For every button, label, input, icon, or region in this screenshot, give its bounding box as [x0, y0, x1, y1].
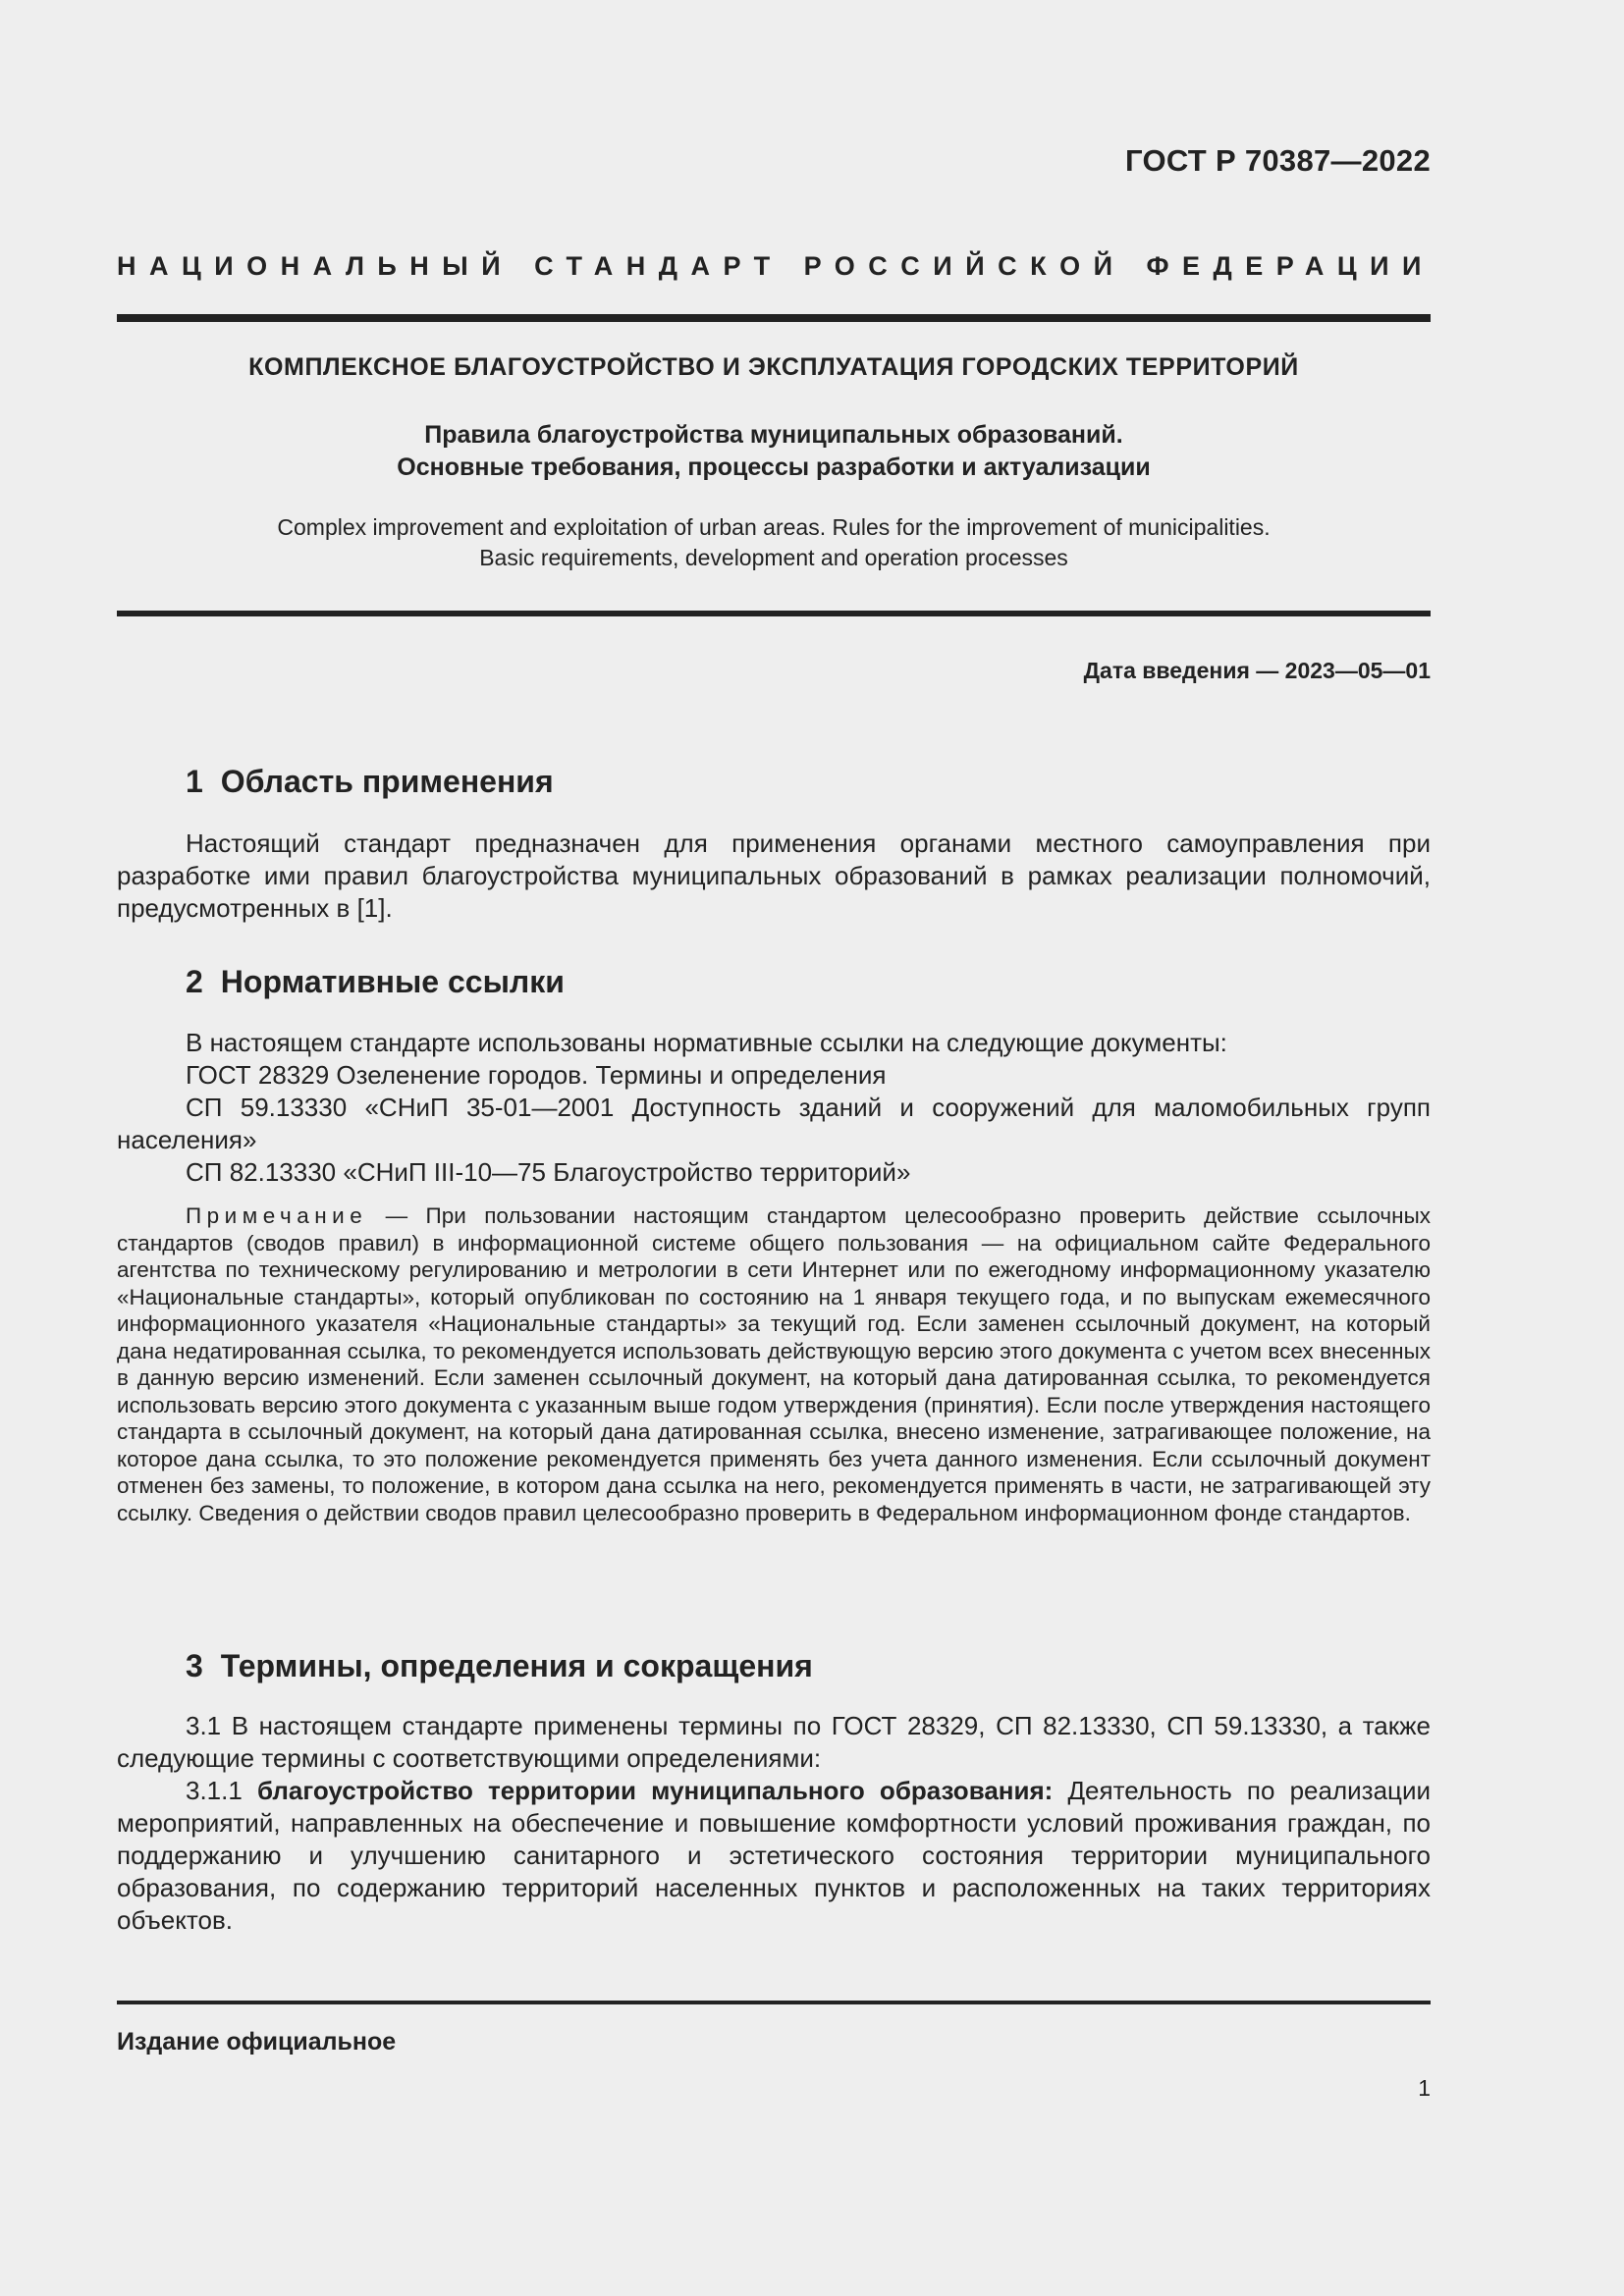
paragraph: 3.1 В настоящем стандарте применены термины по ГОСТ 28329, СП 82.13330, СП 59.13330, а также следующие термины с соответствующими определениями:: [117, 1711, 1431, 1773]
english-title-line: Basic requirements, development and operation processes: [479, 545, 1068, 570]
main-title: КОМПЛЕКСНОЕ БЛАГОУСТРОЙСТВО И ЭКСПЛУАТАЦИЯ ГОРОДСКИХ ТЕРРИТОРИЙ: [248, 353, 1299, 381]
term-definition-text: Деятельность по реализации мероприятий, направленных на обеспечение и повышение комфортности условий проживания граждан, по поддержанию и улучшению санитарного и эстетического состояния территории муниципального образования, по содержанию территорий населенных пунктов и расположенных на таких территориях объектов.: [117, 1776, 1431, 1935]
section-title: Нормативные ссылки: [220, 964, 565, 999]
bottom-divider: [117, 2001, 1431, 2004]
paragraph: Настоящий стандарт предназначен для применения органами местного самоуправления при разработке ими правил благоустройства муниципальных образований в рамках реализации полномочий, предусмотренных в [1].: [117, 828, 1431, 923]
document-number: ГОСТ Р 70387—2022: [1125, 143, 1431, 178]
section-number: 2: [186, 964, 203, 999]
section-number: 1: [186, 764, 203, 799]
reference-item: ГОСТ 28329 Озеленение городов. Термины и определения: [186, 1060, 887, 1090]
english-title-line: Complex improvement and exploitation of urban areas. Rules for the improvement of municipalities.: [277, 514, 1271, 540]
top-divider: [117, 314, 1431, 322]
paragraph: В настоящем стандарте использованы нормативные ссылки на следующие документы:: [186, 1028, 1227, 1057]
section-number: 3: [186, 1648, 203, 1683]
subtitle-line: Основные требования, процессы разработки и актуализации: [397, 454, 1151, 481]
title-divider: [117, 611, 1431, 616]
term-definition: [117, 1775, 1431, 1937]
introduction-date: Дата введения — 2023—05—01: [1083, 658, 1431, 683]
reference-item: СП 82.13330 «СНиП III-10—75 Благоустройство территорий»: [186, 1157, 911, 1187]
english-title: [117, 512, 1431, 573]
note-text: — При пользовании настоящим стандартом целесообразно проверить действие ссылочных стандартов (сводов правил) в информационной системе общего пользования — на официальном сайте Федерального агентства по техническому регулированию и метрологии в сети Интернет или по ежегодному информационному указателю «Национальные стандарты», который опубликован по состоянию на 1 января текущего года, и по выпускам ежемесячного информационного указателя «Национальные стандарты» за текущий год. Если заменен ссылочный документ, на который дана недатированная ссылка, то рекомендуется использовать действующую версию этого документа с учетом всех внесенных в данную версию изменений. Если заменен ссылочный документ, на который дана датированная ссылка, то рекомендуется использовать версию этого документа с указанным выше годом утверждения (принятия). Если после утверждения настоящего стандарта в ссылочный документ, на который дана датированная ссылка, внесено изменение, затрагивающее положение, на которое дана ссылка, то это положение рекомендуется применять без учета данного изменения. Если ссылочный документ отменен без замены, то положение, в котором дана ссылка на него, рекомендуется применять в части, не затрагивающей эту ссылку. Сведения о действии сводов правил целесообразно проверить в Федеральном информационном фонде стандартов.: [117, 1203, 1431, 1525]
national-standard-heading: НАЦИОНАЛЬНЫЙ СТАНДАРТ РОССИЙСКОЙ ФЕДЕРАЦИИ: [117, 251, 1435, 281]
subtitle: [117, 419, 1431, 484]
official-edition-label: Издание официальное: [117, 2028, 397, 2056]
section-heading: [186, 764, 554, 800]
section-title: Область применения: [220, 764, 554, 799]
reference-item: СП 59.13330 «СНиП 35-01—2001 Доступность зданий и сооружений для маломобильных групп населения»: [117, 1093, 1431, 1154]
term: благоустройство территории муниципального образования:: [256, 1776, 1054, 1805]
section-title: Термины, определения и сокращения: [220, 1648, 813, 1683]
subtitle-line: Правила благоустройства муниципальных образований.: [424, 421, 1123, 449]
section-heading: [186, 964, 565, 1000]
term-number: 3.1.1: [186, 1776, 257, 1805]
note: [117, 1202, 1431, 1526]
note-label: Примечание: [186, 1203, 368, 1228]
page-number: 1: [1418, 2075, 1431, 2101]
section-heading: [186, 1648, 813, 1684]
